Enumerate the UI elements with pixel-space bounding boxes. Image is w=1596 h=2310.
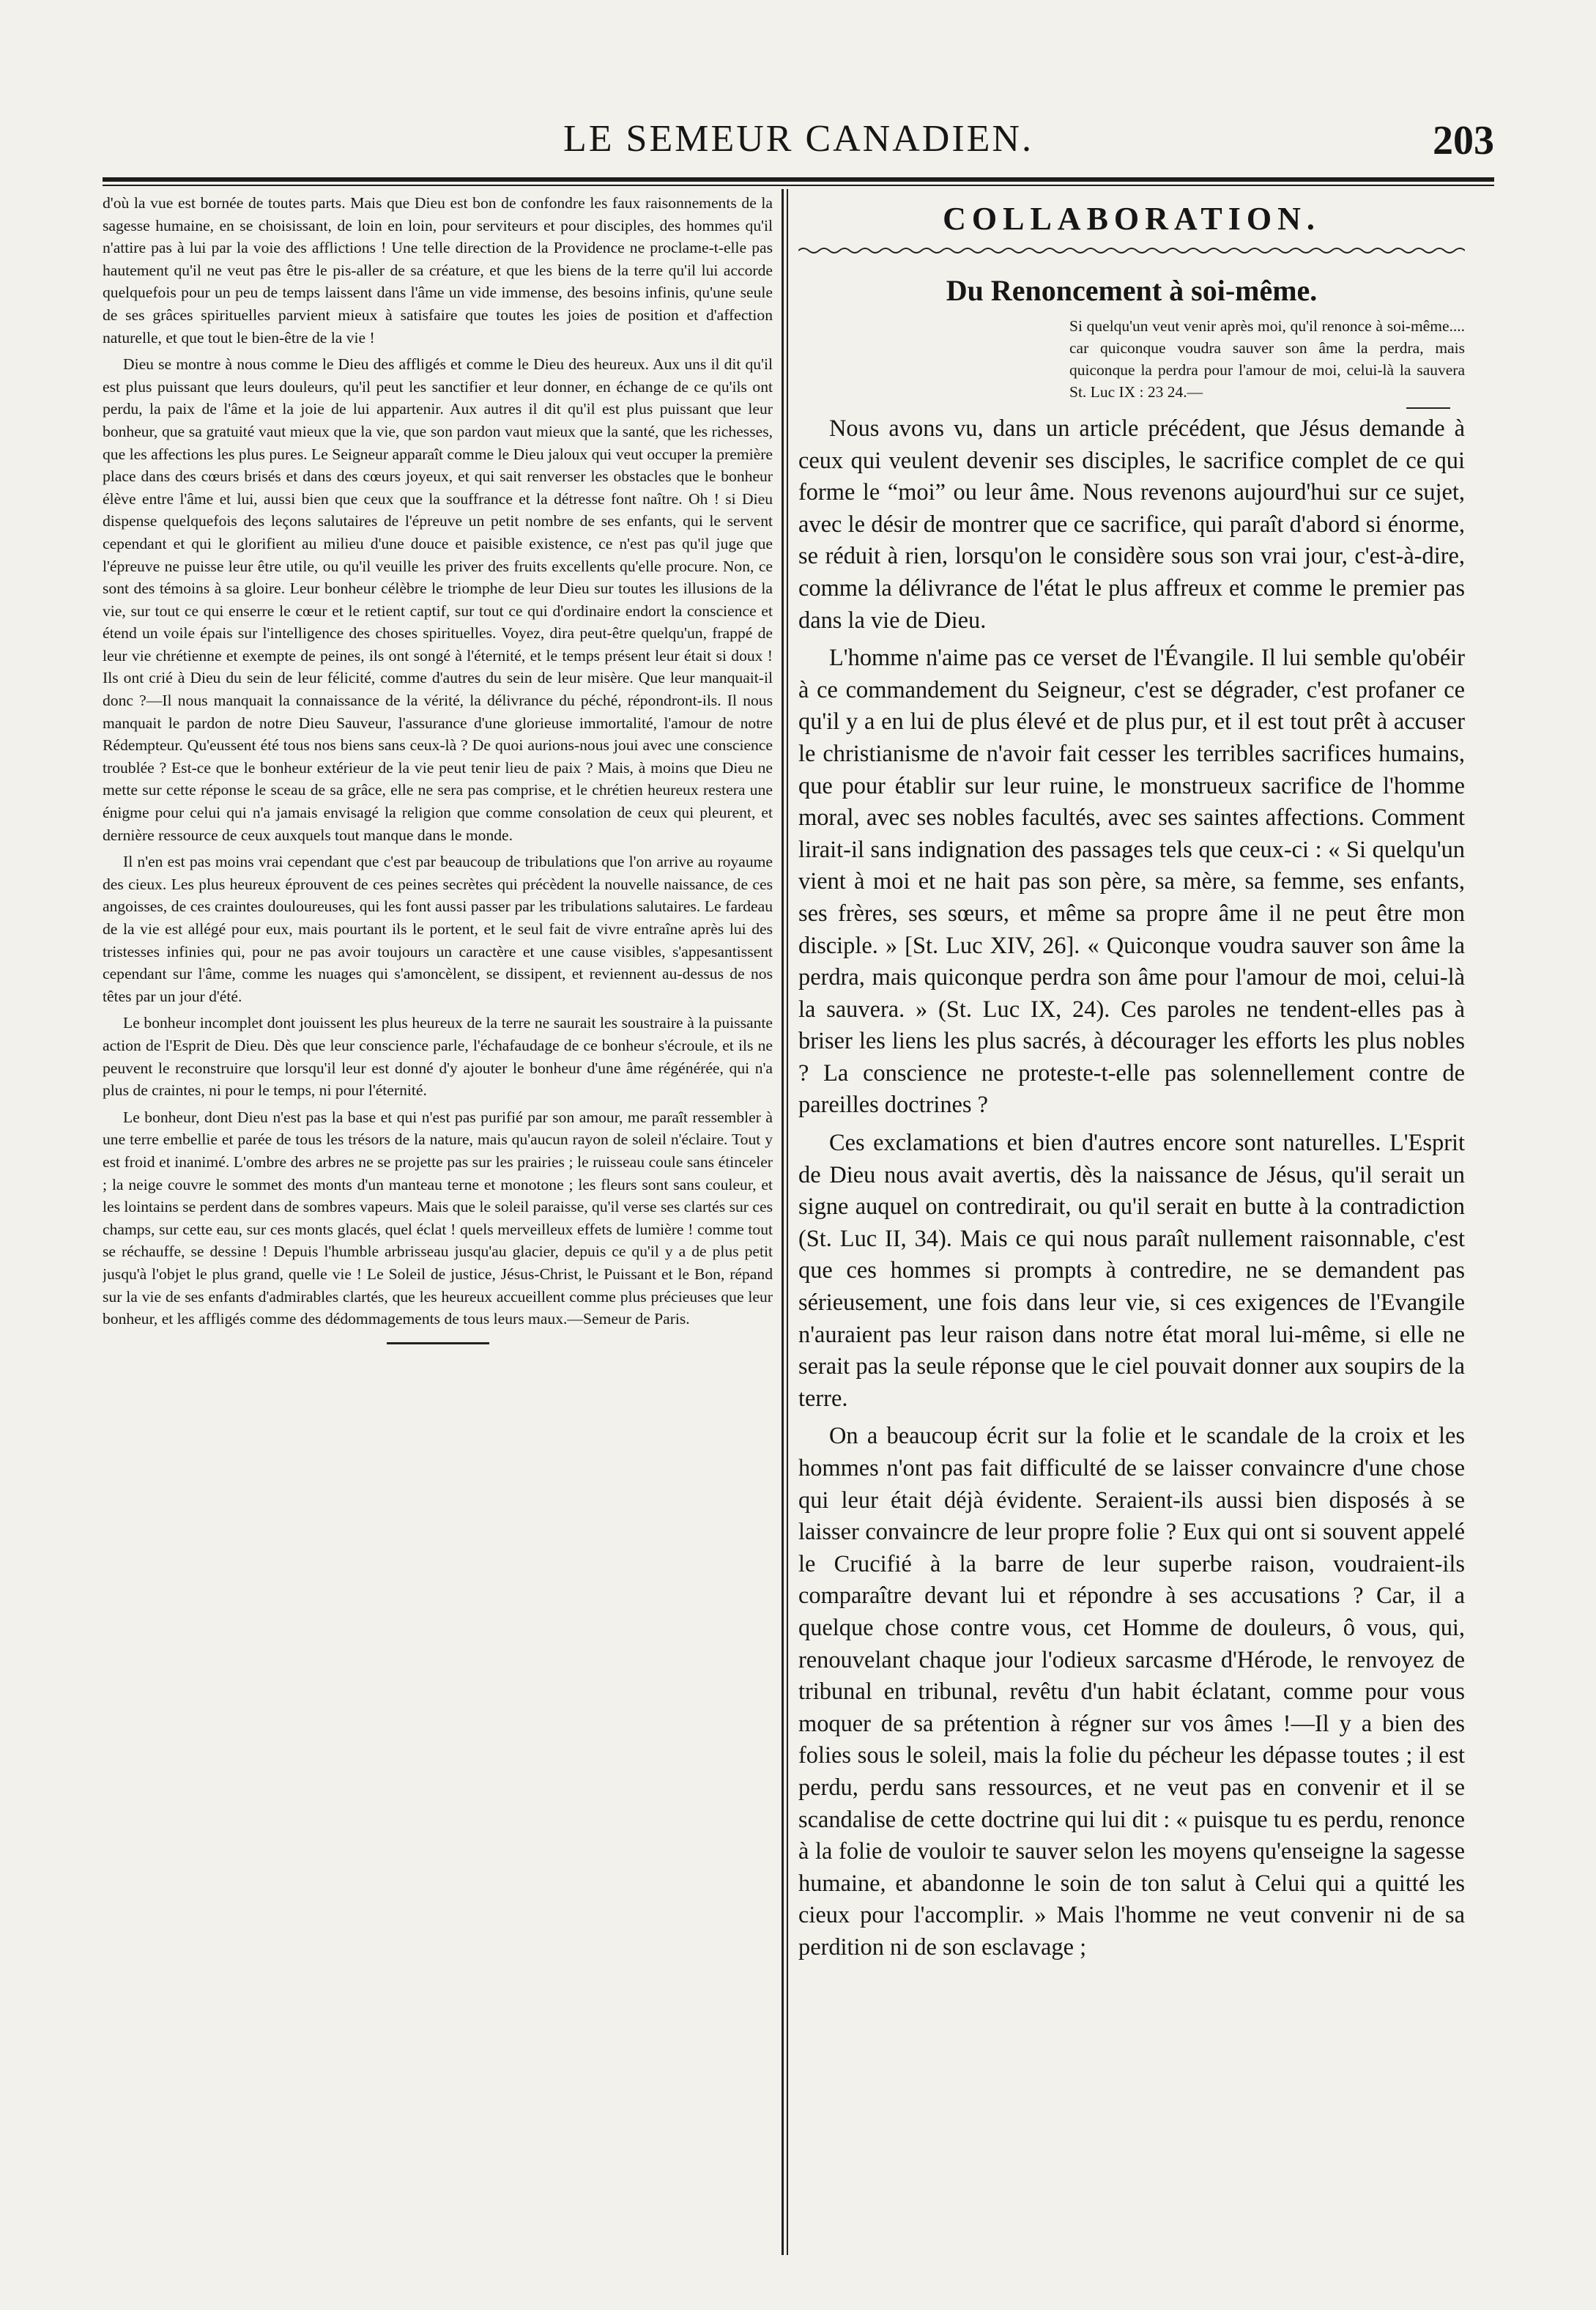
epigraph: Si quelqu'un veut venir après moi, qu'il renonce à soi-même.... car quiconque voudra sauver son âme la perdra, mais quiconque la perdra pour l'amour de moi, celui-là la sauvera St. Luc IX : 23 24.—: [1069, 317, 1465, 401]
article-title: Du Renoncement à soi-même.: [946, 274, 1318, 307]
right-paragraph: Ces exclamations et bien d'autres encore sont naturelles. L'Esprit de Dieu nous avait avertis, dès la naissance de Jésus, qu'il serait un signe auquel on contredirait, ou qu'il serait en butte à la contradiction (St. Luc II, 34). Mais ce qui nous paraît nullement raisonnable, c'est que ces hommes si prompts à contredire, ne se demandent pas sérieusement, une fois dans leur vie, si ces exigences de l'Evangile n'auraient pas leur raison dans notre état moral lui-même, si elle ne serait pas la seule réponse que le ciel pouvait donner aux soupirs de la terre.: [798, 1130, 1465, 1412]
epigraph-rule: [1406, 407, 1450, 409]
left-column: [103, 192, 773, 2258]
left-paragraph: d'où la vue est bornée de toutes parts. Mais que Dieu est bon de confondre les faux raisonnements de la sagesse humaine, en se choisissant, de loin en loin, pour serviteurs et pour disciples, des hommes qu'il n'attire pas à lui par la voie des afflictions ! Une telle direction de la Providence ne proclame-t-elle pas hautement qu'il ne veut pas être le pis-aller de sa créature, et que les biens de la terre qu'il lui accorde quelquefois pour un peu de temps laissent dans l'âme un vide immense, des besoins infinis, qu'une seule de ses grâces spirituelles parvient mieux à satisfaire que toutes les joies de position et d'affection naturelle, et que tout le bien-être de la vie !: [103, 194, 773, 347]
section-title: COLLABORATION.: [943, 201, 1321, 237]
left-paragraph: Dieu se montre à nous comme le Dieu des affligés et comme le Dieu des heureux. Aux uns il dit qu'il est plus puissant que leurs douleurs, qu'il peut les sanctifier et leur donner, en échange de ce qu'ils ont perdu, la paix de l'âme et la joie de lui appartenir. Aux autres il dit qu'il est plus puissant que leur bonheur, que sa gratuité vaut mieux que la vie, que son pardon vaut mieux que la santé, que les richesses, que les affections les plus pures. Le Seigneur apparaît comme le Dieu jaloux qui veut occuper la première place dans des cœurs brisés et dans des cœurs joyeux, et qui sait renverser les obstacles que le bonheur élève entre l'âme et lui, aussi bien que ceux que la souffrance et la détresse font naître. Oh ! si Dieu dispense quelquefois des leçons salutaires de l'épreuve un petit nombre de ses enfants, qui le servent cependant et qui le glorifient au milieu d'une douce et paisible existence, ce n'est pas qu'il juge que l'épreuve ne puisse leur être utile, ou qu'il veuille les priver des fruits excellents qu'elle procure. Non, ce sont des témoins à sa gloire. Leur bonheur célèbre le triomphe de leur Dieu sur toutes les illusions de la vie, sur tout ce qui enserre le cœur et le retient captif, sur tout ce qui d'ordinaire endort la conscience et étend un voile épais sur l'intelligence des choses spirituelles. Voyez, dira peut-être quelqu'un, frappé de leur vie chrétienne et exempte de peines, ils ont songé à l'éternité, et le temps présent leur était si doux ! Ils ont crié à Dieu du sein de leur félicité, comme d'autres du sein de leur misère. Que leur manquait-il donc ?—Il nous manquait la connaissance de la vérité, la délivrance du péché, répondront-ils. Il nous manquait le pardon de notre Dieu Sauveur, l'assurance d'une glorieuse immortalité, l'amour de notre Rédempteur. Qu'eussent été tous nos biens sans ceux-là ? De quoi aurions-nous joui avec une conscience troublée ? Est-ce que le bonheur extérieur de la vie peut tenir lieu de paix ? Mais, à moins que Dieu ne mette sur cette réponse le sceau de sa grâce, elle ne sera pas comprise, et le chrétien heureux restera une énigme pour celui qui n'a jamais envisagé la religion que comme consolation de ceux qui pleurent, et dernière ressource de ceux auxquels tout manque dans le monde.: [103, 355, 773, 844]
column-divider: [782, 189, 784, 2255]
article-end-rule: [387, 1342, 489, 1344]
left-paragraph: Il n'en est pas moins vrai cependant que c'est par beaucoup de tribulations que l'on arrive au royaume des cieux. Les plus heureux éprouvent de ces peines secrètes qui précèdent la nouvelle naissance, de ces angoisses, de ces craintes douloureuses, qui les font aussi passer par les tribulations salutaires. Le fardeau de la vie est allégé pour eux, mais pourtant ils le portent, et le seul fait de vivre entraîne après lui des tristesses infinies qui, pour ne pas avoir toujours un caractère et une cause visibles, s'appesantissent cependant sur l'âme, comme les nuages qui s'amoncèlent, se dissipent, et reviennent au-dessus de nos têtes par un jour d'été.: [103, 853, 773, 1005]
page-header: [103, 117, 1494, 176]
newspaper-title: LE SEMEUR CANADIEN.: [563, 118, 1033, 160]
column-divider-thin: [787, 189, 788, 2255]
header-rule: [103, 177, 1494, 182]
ornamental-rule: [798, 245, 1465, 256]
article-body: [798, 413, 1465, 1964]
right-column: [798, 198, 1465, 2257]
right-paragraph: Nous avons vu, dans un article précédent, que Jésus demande à ceux qui veulent devenir ses disciples, le sacrifice complet de ce qui forme le “moi” ou leur âme. Nous revenons aujourd'hui sur ce sujet, avec le désir de montrer que ce sacrifice, qui paraît d'abord si énorme, se réduit à rien, lorsqu'on le considère sous son vrai jour, c'est-à-dire, comme la délivrance de l'état le plus affreux et comme le premier pas dans la vie de Dieu.: [798, 415, 1465, 634]
left-paragraph: Le bonheur, dont Dieu n'est pas la base et qui n'est pas purifié par son amour, me paraît ressembler à une terre embellie et parée de tous les trésors de la nature, mais qu'aucun rayon de soleil n'éclaire. Tout y est froid et inanimé. L'ombre des arbres ne se projette pas sur les prairies ; le ruisseau coule sans étinceler ; la neige couvre le sommet des monts d'un manteau terne et monotone ; les fleurs sont sans couleur, et les lointains se perdent dans de sombres vapeurs. Mais que le soleil paraisse, qu'il verse ses clartés sur ces champs, sur cette eau, sur ces monts glacés, quel éclat ! quels merveilleux effets de lumière ! comme tout se réchauffe, se dessine ! Depuis l'humble arbrisseau jusqu'au glacier, depuis ce qu'il y a de plus petit jusqu'à l'objet le plus grand, quelle vie ! Le Soleil de justice, Jésus-Christ, le Puissant et le Bon, répand sur la vie de ses enfants d'admirables clartés, que les heureux accueillent comme plus précieuses que leur bonheur, et les affligés comme des dédommagements de tous leurs maux.—Semeur de Paris.: [103, 1108, 773, 1328]
right-paragraph: L'homme n'aime pas ce verset de l'Évangile. Il lui semble qu'obéir à ce commandement du Seigneur, c'est se dégrader, c'est profaner ce qu'il y a en lui de plus élevé et de plus pur, et il est tout prêt à accuser le christianisme de n'avoir fait cesser les terribles sacrifices humains, que pour établir sur leur ruine, le monstrueux sacrifice de l'homme moral, avec ses nobles facultés, avec ses saintes affections. Comment lirait-il sans indignation des passages tels que ceux-ci : « Si quelqu'un vient à moi et ne hait pas son père, sa mère, sa femme, ses enfants, ses frères, ses sœurs, et même sa propre âme il ne peut être mon disciple. » [St. Luc XIV, 26]. « Quiconque voudra sauver son âme la perdra, mais quiconque perdra son âme pour l'amour de moi, celui-là la sauvera. » (St. Luc IX, 24). Ces paroles ne tendent-elles pas à briser les liens les plus sacrés, à décourager les efforts les plus nobles ? La conscience ne proteste-t-elle pas solennellement contre de pareilles doctrines ?: [798, 645, 1465, 1119]
page-number: 203: [1433, 118, 1494, 163]
left-paragraph: Le bonheur incomplet dont jouissent les plus heureux de la terre ne saurait les soustraire à la puissante action de l'Esprit de Dieu. Dès que leur conscience parle, l'échafaudage de ce bonheur s'écroule, et ils ne peuvent le reconstruire que lorsqu'il leur est donné d'y ajouter le bonheur d'une âme régénérée, qui n'a plus de craintes, ni pour le temps, ni pour l'éternité.: [103, 1014, 773, 1100]
header-rule-thin: [103, 185, 1494, 186]
right-paragraph: On a beaucoup écrit sur la folie et le scandale de la croix et les hommes n'ont pas fait difficulté de se laisser convaincre d'une chose qui leur était déjà évidente. Seraient-ils aussi bien disposés à se laisser convaincre de leur propre folie ? Eux qui ont si souvent appelé le Crucifié à la barre de leur superbe raison, voudraient-ils comparaître devant lui et répondre à ses accusations ? Car, il a quelque chose contre vous, cet Homme de douleurs, ô vous, qui, renouvelant chaque jour l'odieux sarcasme d'Hérode, le renvoyez de tribunal en tribunal, revêtu d'un habit éclatant, comme pour vous moquer de sa prétention à régner sur vos âmes !—Il y a bien des folies sous le soleil, mais la folie du pécheur les dépasse toutes ; il est perdu, perdu sans ressources, et ne veut pas en convenir et il se scandalise de cette doctrine qui lui dit : « puisque tu es perdu, renonce à la folie de vouloir te sauver selon les moyens qu'enseigne la sagesse humaine, et abandonne le soin de ton salut à Celui qui a quitté les cieux pour l'accomplir. » Mais l'homme ne veut convenir ni de sa perdition ni de son esclavage ;: [798, 1423, 1465, 1961]
